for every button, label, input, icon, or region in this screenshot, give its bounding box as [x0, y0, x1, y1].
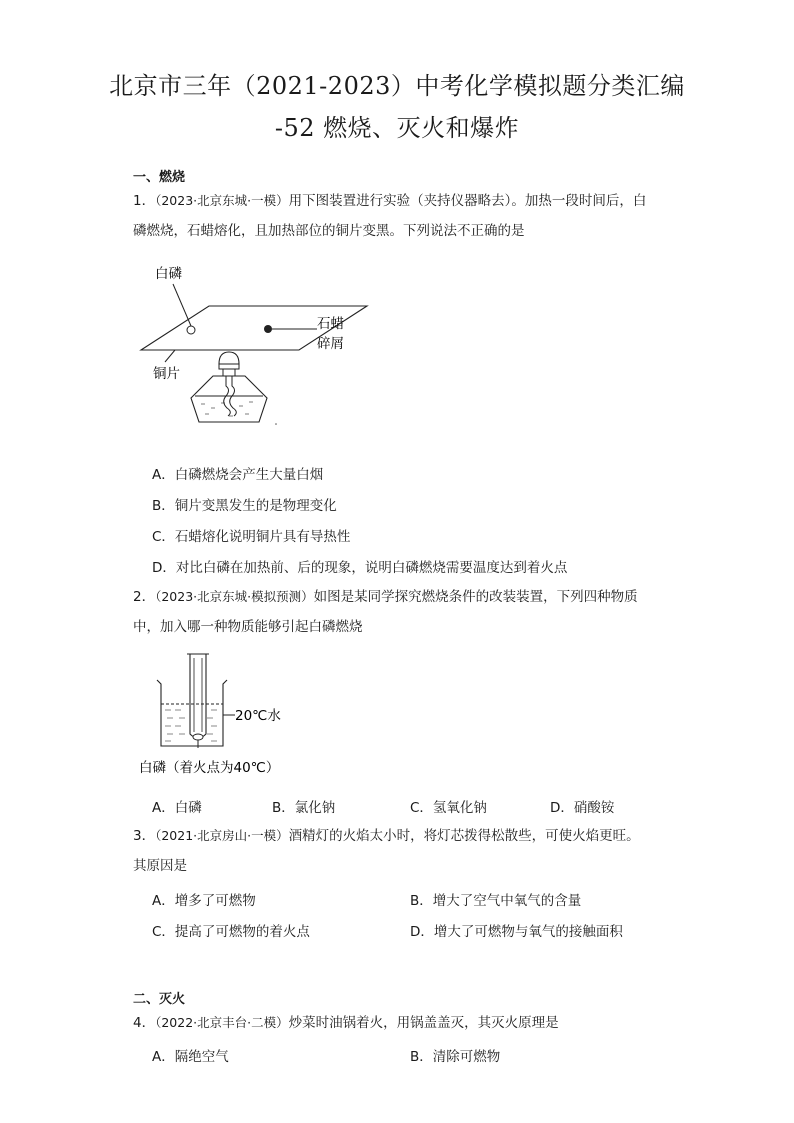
question-4-line-1	[133, 1008, 663, 1038]
question-stem: 酒精灯的火焰太小时，将灯芯拨得松散些，可使火焰更旺。	[288, 828, 640, 844]
water-hatching	[165, 710, 217, 741]
question-source: （2023·北京东城·一模）	[155, 193, 289, 208]
figure-copper-plate-experiment	[135, 258, 375, 434]
question-source: （2022·北京丰台·二模）	[155, 1015, 289, 1030]
q1-option-c[interactable]: C．石蜡熔化说明铜片具有导热性	[152, 529, 351, 545]
white-phosphorus-marker	[187, 326, 195, 334]
leader-line-phosphorus	[173, 284, 191, 326]
white-phosphorus-blob	[193, 734, 203, 740]
section-heading-combustion: 一、燃烧	[133, 170, 186, 185]
label-paraffin-line-2: 碎屑	[317, 336, 344, 352]
q1-option-b[interactable]: B．铜片变黑发生的是物理变化	[152, 498, 337, 514]
q3-option-c[interactable]: C．提高了可燃物的着火点	[152, 924, 310, 940]
question-1	[133, 186, 663, 246]
question-2-line-1	[133, 582, 663, 612]
question-1-line-1	[133, 186, 663, 216]
q2-option-a[interactable]: A．白磷	[152, 800, 202, 816]
question-number: 3．	[133, 828, 156, 844]
figure-beaker-test-tube	[135, 650, 305, 780]
test-tube	[190, 654, 206, 738]
question-3	[133, 821, 663, 881]
question-stem: 炒菜时油锅着火，用锅盖盖灭，其灭火原理是	[288, 1015, 559, 1031]
q1-option-d[interactable]: D．对比白磷在加热前、后的现象，说明白磷燃烧需要温度达到着火点	[152, 560, 568, 576]
question-2-line-2: 中，加入哪一种物质能够引起白磷燃烧	[133, 619, 363, 635]
question-number: 1．	[133, 193, 156, 209]
label-paraffin-line-1: 石蜡	[317, 316, 344, 332]
label-white-phosphorus: 白磷	[155, 266, 182, 282]
question-2	[133, 582, 663, 642]
section-heading-fire-extinguishing: 二、灭火	[133, 992, 186, 1007]
question-4	[133, 1008, 663, 1038]
q4-option-b[interactable]: B．清除可燃物	[410, 1049, 501, 1065]
label-white-phosphorus-ignition: 白磷（着火点为40℃）	[139, 760, 280, 776]
q3-option-a[interactable]: A．增多了可燃物	[152, 893, 256, 909]
lamp-wick-holder	[219, 364, 239, 369]
q1-option-a[interactable]: A．白磷燃烧会产生大量白烟	[152, 467, 324, 483]
question-3-line-2: 其原因是	[133, 858, 187, 874]
lamp-flame	[219, 352, 239, 364]
q2-option-b[interactable]: B．氯化钠	[272, 800, 336, 816]
question-3-line-1	[133, 821, 663, 851]
q3-option-d[interactable]: D．增大了可燃物与氧气的接触面积	[410, 924, 623, 940]
label-20c-water: 20℃水	[235, 708, 281, 724]
question-source: （2021·北京房山·一模）	[155, 828, 289, 843]
q4-option-a[interactable]: A．隔绝空气	[152, 1049, 229, 1065]
question-number: 4．	[133, 1015, 156, 1031]
leader-line-copper	[165, 350, 175, 362]
document-title-line-2: -52 燃烧、灭火和爆炸	[274, 114, 520, 142]
document-title-line-1: 北京市三年（2021-2023）中考化学模拟题分类汇编	[109, 72, 685, 100]
question-number: 2．	[133, 589, 156, 605]
paraffin-chips-marker	[264, 325, 272, 333]
question-stem: 如图是某同学探究燃烧条件的改装装置，下列四种物质	[313, 589, 638, 605]
question-1-line-2: 磷燃烧，石蜡熔化，且加热部位的铜片变黑。下列说法不正确的是	[133, 223, 525, 239]
question-source: （2023·北京东城·模拟预测）	[155, 589, 314, 604]
question-stem: 用下图装置进行实验（夹持仪器略去）。加热一段时间后，白	[288, 193, 647, 209]
q2-option-d[interactable]: D．硝酸铵	[550, 800, 615, 816]
label-copper-plate: 铜片	[153, 366, 180, 382]
q3-option-b[interactable]: B．增大了空气中氧气的含量	[410, 893, 582, 909]
q2-option-c[interactable]: C．氢氧化钠	[410, 800, 487, 816]
